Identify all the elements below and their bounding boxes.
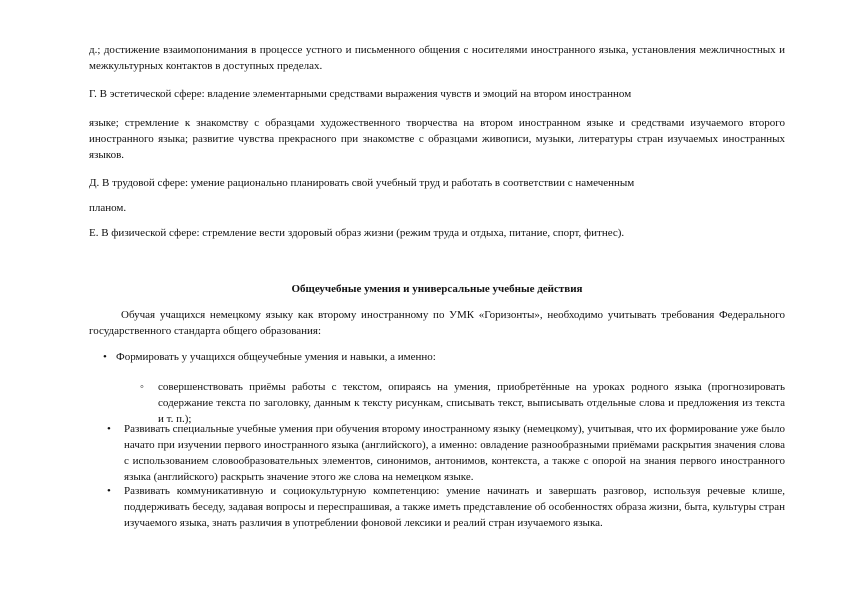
paragraph-aesthetic-body: языке; стремление к знакомству с образцами художественного творчества на втором иностранном языке и средствами изучаемого второго иностранного языка; развитие чувства прекрасного при знакомстве с образцами живописи, музыки, литературы стран изучаемых иностранных языков.: [89, 117, 785, 161]
paragraph-labor-plan: планом.: [89, 202, 127, 214]
bullet-special-skills: Развивать специальные учебные умения при обучения второму иностранному языку (немецкому), учитывая, что их формирование уже было начато при изучении первого иностранного языка (английского), а именно: овладение разнообразными приёмами раскрытия значения слова с использованием словообразовательных элементов, синонимов, антонимов, контекста, а также с опорой на знания первого иностранного языка (английского) раскрыть значение этого же слова на немецком языке.: [124, 423, 785, 483]
section-heading: Общеучебные умения и универсальные учебные действия: [291, 283, 583, 295]
bullet-marker: •: [107, 485, 111, 497]
sub-bullet-marker: ◦: [140, 381, 144, 393]
bullet-marker: •: [103, 351, 107, 363]
bullet-communicative-competence: Развивать коммуникативную и социокультурную компетенцию: умение начинать и завершать разговор, используя речевые клише, поддерживать беседу, задавая вопросы и переспрашивая, а также иметь представление об особенностях образа жизни, быта, культуры стран изучаемого языка, знать различия в употреблении фоновой лексики и реалий стран изучаемого языка.: [124, 485, 785, 529]
paragraph-physical-sphere: Е. В физической сфере: стремление вести здоровый образ жизни (режим труда и отдыха, питание, спорт, фитнес).: [89, 227, 625, 239]
bullet-general-skills: Формировать у учащихся общеучебные умения и навыки, а именно:: [116, 351, 436, 363]
paragraph-aesthetic-heading: Г. В эстетической сфере: владение элементарными средствами выражения чувств и эмоций на втором иностранном: [89, 88, 632, 100]
bullet-marker: •: [107, 423, 111, 435]
paragraph-labor-sphere: Д. В трудовой сфере: умение рационально планировать свой учебный труд и работать в соответствии с намеченным: [89, 177, 635, 189]
sub-bullet-text-work: совершенствовать приёмы работы с текстом, опираясь на умения, приобретённые на уроках родного языка (прогнозировать содержание текста по заголовку, данным к тексту рисункам, списывать текст, выписывать отдельные слова и предложения из текста и т. п.);: [158, 381, 785, 425]
paragraph-communication: д.; достижение взаимопонимания в процессе устного и письменного общения с носителями иностранного языка, установления межличностных и межкультурных контактов в доступных пределах.: [89, 44, 785, 72]
section-intro: Обучая учащихся немецкому языку как второму иностранному по УМК «Горизонты», необходимо учитывать требования Федерального государственного стандарта общего образования:: [89, 309, 785, 337]
